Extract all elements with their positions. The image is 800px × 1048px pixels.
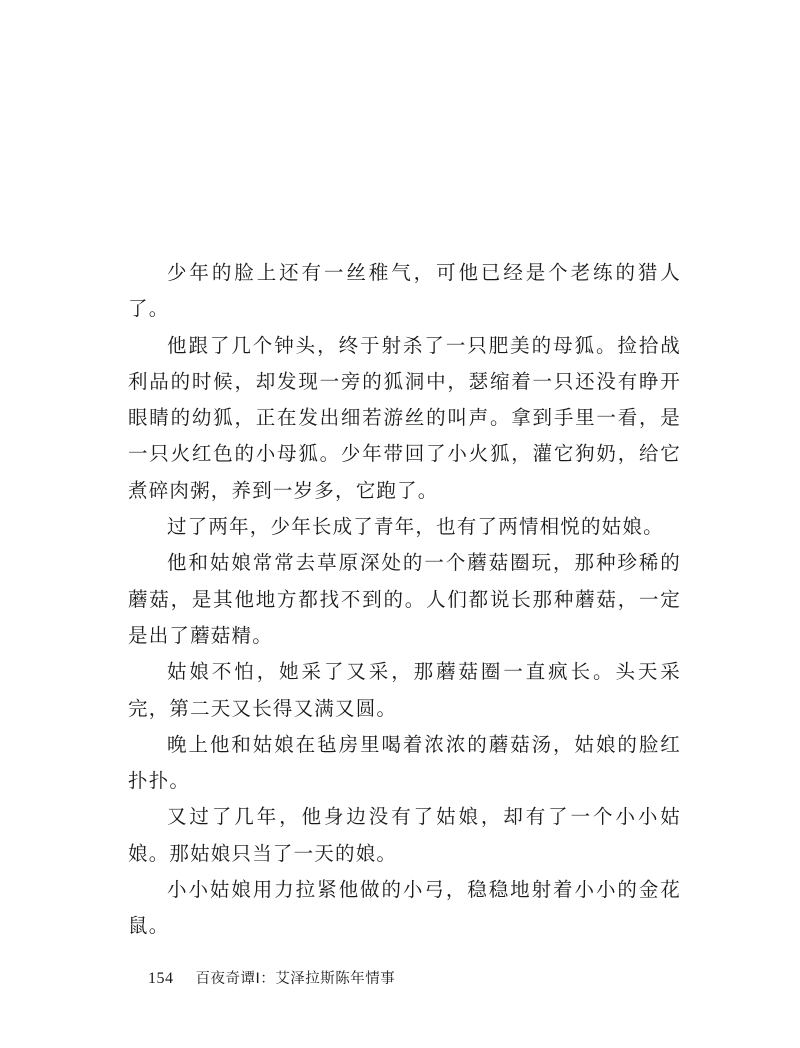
page-number: 154 (148, 970, 174, 987)
book-title: 百夜奇谭Ⅰ：艾泽拉斯陈年情事 (195, 971, 396, 987)
paragraph: 小小姑娘用力拉紧他做的小弓，稳稳地射着小小的金花鼠。 (128, 878, 681, 938)
body-text (128, 255, 681, 945)
paragraph: 他跟了几个钟头，终于射杀了一只肥美的母狐。捡拾战利品的时候，却发现一旁的狐洞中，瑟缩着一只还没有睁开眼睛的幼狐，正在发出细若游丝的叫声。拿到手里一看，是一只火红色的小母狐。少年带回了小火狐，灌它狗奶，给它煮碎肉粥，养到一岁多，它跑了。 (128, 333, 681, 502)
paragraph: 晚上他和姑娘在毡房里喝着浓浓的蘑菇汤，姑娘的脸红扑扑。 (128, 732, 681, 793)
page-footer (148, 968, 395, 989)
paragraph: 少年的脸上还有一丝稚气，可他已经是个老练的猎人了。 (128, 261, 681, 321)
paragraph: 他和姑娘常常去草原深处的一个蘑菇圈玩，那种珍稀的蘑菇，是其他地方都找不到的。人们都说长那种蘑菇，一定是出了蘑菇精。 (128, 551, 681, 647)
paragraph: 又过了几年，他身边没有了姑娘，却有了一个小小姑娘。那姑娘只当了一天的娘。 (128, 805, 681, 865)
paragraph: 姑娘不怕，她采了又采，那蘑菇圈一直疯长。头天采完，第二天又长得又满又圆。 (128, 660, 681, 720)
paragraph: 过了两年，少年长成了青年，也有了两情相悦的姑娘。 (167, 515, 664, 539)
